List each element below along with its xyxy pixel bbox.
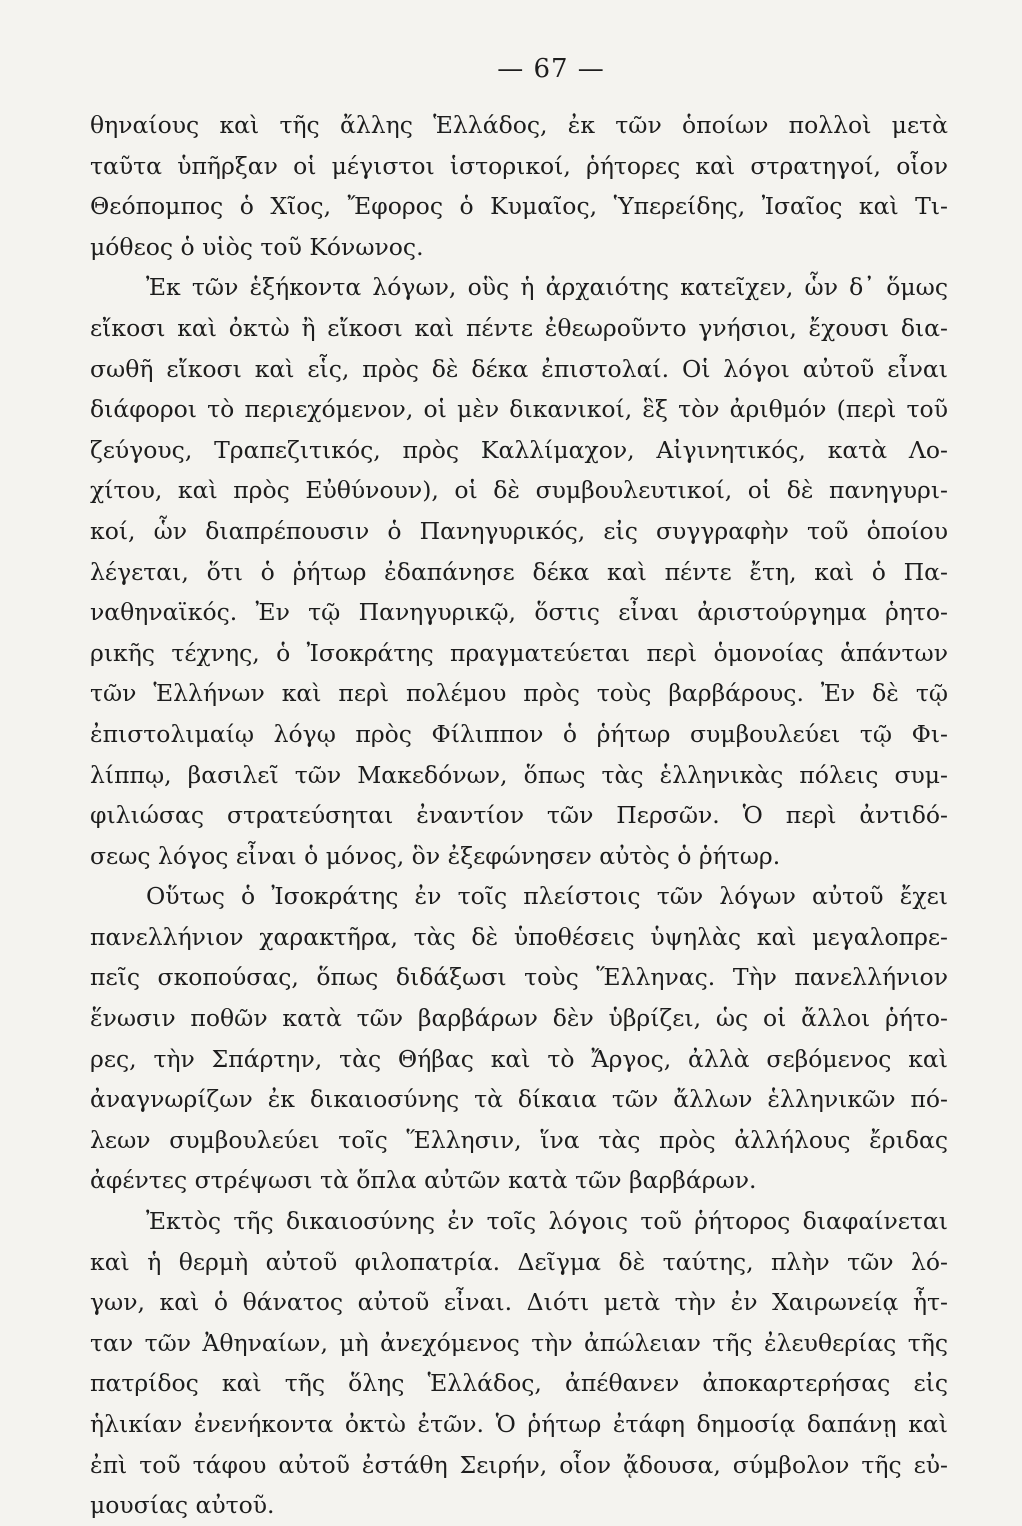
text-line: ἐπὶ τοῦ τάφου αὐτοῦ ἐστάθη Σειρήν, οἷον ᾄδουσα, σύμβολον τῆς εὐ- — [90, 1450, 948, 1479]
text-line: λέγεται, ὅτι ὁ ῥήτωρ ἐδαπάνησε δέκα καὶ πέντε ἔτη, καὶ ὁ Πα- — [90, 557, 948, 586]
text-line: Ἐκτὸς τῆς δικαιοσύνης ἐν τοῖς λόγοις τοῦ ῥήτορος διαφαίνεται — [146, 1207, 948, 1236]
text-line: ζεύγους, Τραπεζιτικός, πρὸς Καλλίμαχον, Αἰγινητικός, κατὰ Λο- — [90, 435, 948, 464]
text-line: φιλιώσας στρατεύσηται ἐναντίον τῶν Περσῶν. Ὁ περὶ ἀντιδό- — [90, 801, 948, 830]
text-line: Οὕτως ὁ Ἰσοκράτης ἐν τοῖς πλείστοις τῶν λόγων αὐτοῦ ἔχει — [146, 882, 948, 911]
text-line: Θεόπομπος ὁ Χῖος, Ἔφορος ὁ Κυμαῖος, Ὑπερείδης, Ἰσαῖος καὶ Τι- — [90, 192, 948, 221]
text-line: ταῦτα ὑπῆρξαν οἱ μέγιστοι ἱστορικοί, ῥήτορες καὶ στρατηγοί, οἷον — [90, 151, 948, 180]
text-line: λεων συμβουλεύει τοῖς Ἕλλησιν, ἵνα τὰς πρὸς ἀλλήλους ἔριδας — [90, 1125, 948, 1154]
text-line: ἀναγνωρίζων ἐκ δικαιοσύνης τὰ δίκαια τῶν ἄλλων ἑλληνικῶν πό- — [90, 1085, 948, 1114]
text-line: ταν τῶν Ἀθηναίων, μὴ ἀνεχόμενος τὴν ἀπώλειαν τῆς ἐλευθερίας τῆς — [90, 1328, 948, 1357]
text-line: ρικῆς τέχνης, ὁ Ἰσοκράτης πραγματεύεται περὶ ὁμονοίας ἁπάντων — [90, 638, 948, 667]
text-line: λίππῳ, βασιλεῖ τῶν Μακεδόνων, ὅπως τὰς ἑλληνικὰς πόλεις συμ- — [90, 760, 948, 789]
text-line: ρες, τὴν Σπάρτην, τὰς Θήβας καὶ τὸ Ἄργος, ἀλλὰ σεβόμενος καὶ — [90, 1044, 948, 1073]
text-line: μόθεος ὁ υἱὸς τοῦ Κόνωνος. — [90, 232, 424, 261]
text-line: μουσίας αὐτοῦ. — [90, 1491, 275, 1520]
text-line: εἴκοσι καὶ ὀκτὼ ἢ εἴκοσι καὶ πέντε ἐθεωροῦντο γνήσιοι, ἔχουσι δια- — [90, 313, 948, 342]
text-line: θηναίους καὶ τῆς ἄλλης Ἑλλάδος, ἐκ τῶν ὁποίων πολλοὶ μετὰ — [90, 111, 948, 139]
text-line: σεως λόγος εἶναι ὁ μόνος, ὃν ἐξεφώνησεν αὐτὸς ὁ ῥήτωρ. — [90, 841, 781, 870]
text-line: ἐπιστολιμαίῳ λόγῳ πρὸς Φίλιππον ὁ ῥήτωρ συμβουλεύει τῷ Φι- — [90, 719, 948, 748]
text-line: διάφοροι τὸ περιεχόμενον, οἱ μὲν δικανικοί, ἓξ τὸν ἀριθμόν (περὶ τοῦ — [90, 395, 948, 424]
text-line: ἡλικίαν ἐνενήκοντα ὀκτὼ ἐτῶν. Ὁ ῥήτωρ ἐτάφη δημοσίᾳ δαπάνῃ καὶ — [90, 1410, 948, 1438]
text-line: ναθηναϊκός. Ἐν τῷ Πανηγυρικῷ, ὅστις εἶναι ἀριστούργημα ῥητο- — [90, 598, 948, 627]
text-line: πατρίδος καὶ τῆς ὅλης Ἑλλάδος, ἀπέθανεν ἀποκαρτερήσας εἰς — [90, 1369, 948, 1398]
body-text — [90, 105, 948, 1526]
page-number: — 67 — — [497, 54, 605, 84]
text-line: πανελλήνιον χαρακτῆρα, τὰς δὲ ὑποθέσεις ὑψηλὰς καὶ μεγαλοπρε- — [90, 922, 948, 951]
text-line: χίτου, καὶ πρὸς Εὐθύνουν), οἱ δὲ συμβουλευτικοί, οἱ δὲ πανηγυρι- — [90, 476, 948, 505]
text-line: γων, καὶ ὁ θάνατος αὐτοῦ εἶναι. Διότι μετὰ τὴν ἐν Χαιρωνείᾳ ἧτ- — [90, 1288, 948, 1317]
text-line: Ἐκ τῶν ἑξήκοντα λόγων, οὓς ἡ ἀρχαιότης κατεῖχεν, ὧν δ᾽ ὅμως — [146, 273, 948, 302]
text-line: πεῖς σκοπούσας, ὅπως διδάξωσι τοὺς Ἕλληνας. Τὴν πανελλήνιον — [90, 963, 948, 992]
text-line: καὶ ἡ θερμὴ αὐτοῦ φιλοπατρία. Δεῖγμα δὲ ταύτης, πλὴν τῶν λό- — [90, 1247, 948, 1276]
text-line: κοί, ὧν διαπρέπουσιν ὁ Πανηγυρικός, εἰς συγγραφὴν τοῦ ὁποίου — [90, 516, 948, 545]
book-page — [90, 40, 948, 1526]
text-line: ἀφέντες στρέψωσι τὰ ὅπλα αὐτῶν κατὰ τῶν βαρβάρων. — [90, 1166, 757, 1195]
text-line: τῶν Ἑλλήνων καὶ περὶ πολέμου πρὸς τοὺς βαρβάρους. Ἐν δὲ τῷ — [90, 679, 948, 708]
text-line: σωθῆ εἴκοσι καὶ εἷς, πρὸς δὲ δέκα ἐπιστολαί. Οἱ λόγοι αὐτοῦ εἶναι — [90, 354, 948, 383]
text-line: ἕνωσιν ποθῶν κατὰ τῶν βαρβάρων δὲν ὑβρίζει, ὡς οἱ ἄλλοι ῥήτο- — [90, 1004, 948, 1033]
